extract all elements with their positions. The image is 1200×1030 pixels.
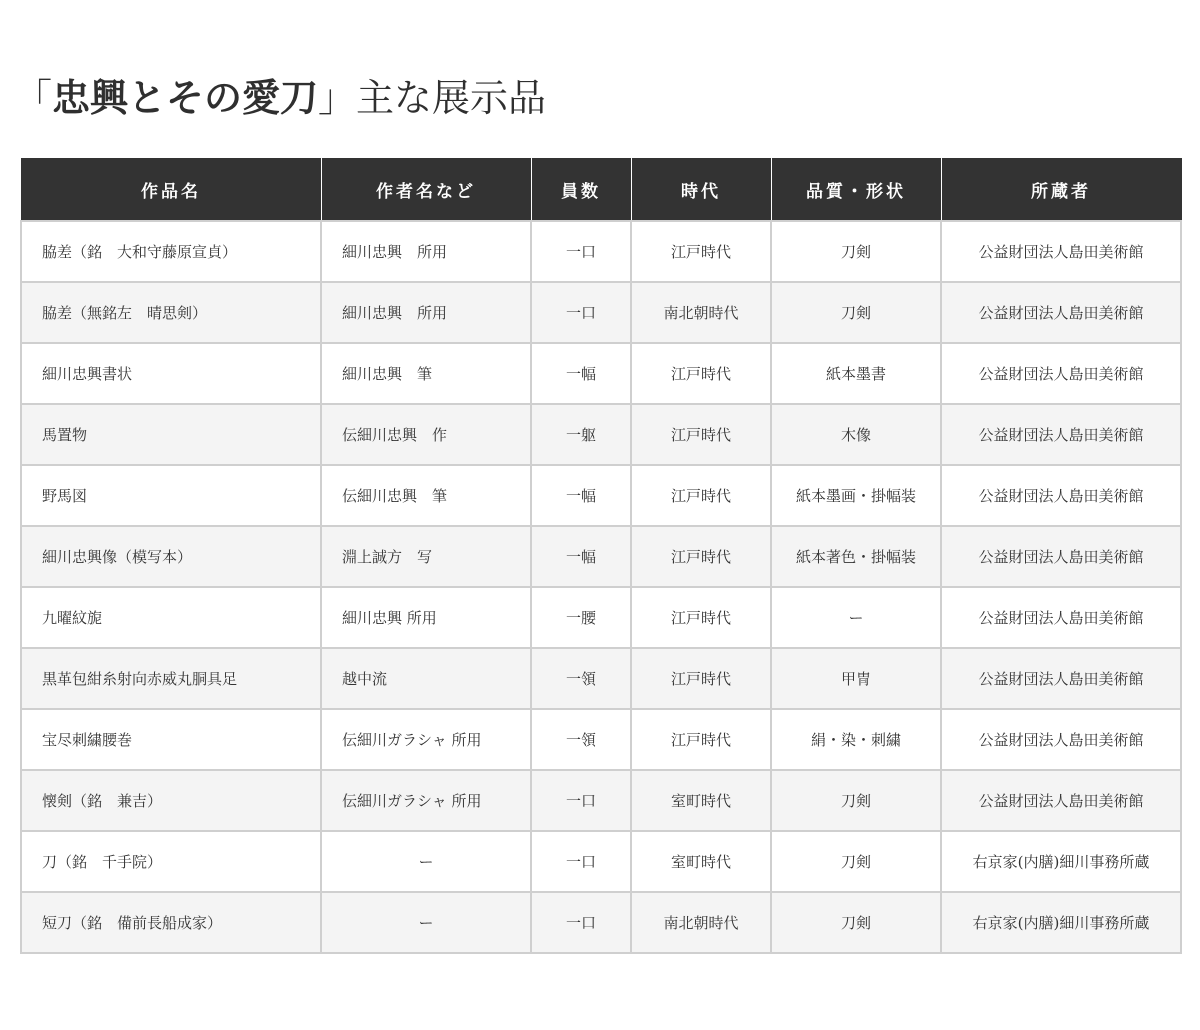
cell-work-name: 脇差（無銘左 晴思剣） [21,282,321,343]
cell-owner: 公益財団法人島田美術館 [941,221,1181,282]
cell-quantity: 一幅 [531,526,631,587]
cell-era: 江戸時代 [631,709,771,770]
cell-author: 伝細川ガラシャ 所用 [321,770,531,831]
cell-author: 伝細川忠興 作 [321,404,531,465]
cell-author: 細川忠興 所用 [321,282,531,343]
table-row [21,892,1181,953]
cell-material-form: 刀剣 [771,770,941,831]
cell-owner: 公益財団法人島田美術館 [941,587,1181,648]
header-work-name: 作品名 [21,158,321,221]
cell-author: 伝細川ガラシャ 所用 [321,709,531,770]
cell-author: 淵上誠方 写 [321,526,531,587]
cell-author: 伝細川忠興 筆 [321,465,531,526]
table-row [21,770,1181,831]
cell-work-name: 馬置物 [21,404,321,465]
cell-quantity: 一領 [531,709,631,770]
cell-material-form: 紙本墨書 [771,343,941,404]
cell-author: 細川忠興 所用 [321,221,531,282]
cell-author: ー [321,831,531,892]
cell-owner: 右京家(内膳)細川事務所蔵 [941,892,1181,953]
cell-quantity: 一幅 [531,465,631,526]
table-row [21,465,1181,526]
cell-quantity: 一躯 [531,404,631,465]
title-open-quote: 「 [14,76,53,120]
cell-author: 越中流 [321,648,531,709]
cell-quantity: 一口 [531,282,631,343]
cell-material-form: ー [771,587,941,648]
cell-era: 江戸時代 [631,587,771,648]
cell-era: 江戸時代 [631,526,771,587]
cell-material-form: 刀剣 [771,221,941,282]
page-title [14,70,546,126]
cell-material-form: 刀剣 [771,831,941,892]
cell-work-name: 短刀（銘 備前長船成家） [21,892,321,953]
cell-material-form: 刀剣 [771,892,941,953]
cell-work-name: 刀（銘 千手院） [21,831,321,892]
cell-work-name: 脇差（銘 大和守藤原宣貞） [21,221,321,282]
title-main: 忠興とその愛刀 [52,75,319,120]
cell-era: 江戸時代 [631,343,771,404]
cell-era: 南北朝時代 [631,892,771,953]
table-row [21,709,1181,770]
cell-owner: 公益財団法人島田美術館 [941,343,1181,404]
cell-quantity: 一口 [531,770,631,831]
cell-era: 江戸時代 [631,221,771,282]
cell-owner: 公益財団法人島田美術館 [941,526,1181,587]
cell-owner: 公益財団法人島田美術館 [941,770,1181,831]
cell-material-form: 甲冑 [771,648,941,709]
cell-owner: 公益財団法人島田美術館 [941,404,1181,465]
header-material-form: 品質・形状 [771,158,941,221]
header-owner: 所蔵者 [941,158,1181,221]
cell-era: 江戸時代 [631,404,771,465]
title-rest: 主な展示品 [356,76,547,120]
table-row [21,648,1181,709]
cell-work-name: 九曜紋旎 [21,587,321,648]
cell-quantity: 一口 [531,892,631,953]
cell-author: 細川忠興 所用 [321,587,531,648]
cell-material-form: 木像 [771,404,941,465]
header-author: 作者名など [321,158,531,221]
cell-owner: 公益財団法人島田美術館 [941,465,1181,526]
header-row [21,158,1181,221]
table-row [21,221,1181,282]
header-era: 時代 [631,158,771,221]
cell-owner: 右京家(内膳)細川事務所蔵 [941,831,1181,892]
cell-era: 南北朝時代 [631,282,771,343]
header-quantity: 員数 [531,158,631,221]
cell-material-form: 紙本著色・掛幅装 [771,526,941,587]
table-header [21,158,1181,221]
cell-material-form: 紙本墨画・掛幅装 [771,465,941,526]
table-row [21,404,1181,465]
cell-owner: 公益財団法人島田美術館 [941,709,1181,770]
cell-work-name: 野馬図 [21,465,321,526]
cell-author: ー [321,892,531,953]
cell-era: 室町時代 [631,770,771,831]
cell-material-form: 刀剣 [771,282,941,343]
exhibits-table [20,158,1182,954]
table-row [21,587,1181,648]
cell-material-form: 絹・染・刺繍 [771,709,941,770]
cell-quantity: 一口 [531,221,631,282]
cell-quantity: 一口 [531,831,631,892]
cell-era: 江戸時代 [631,465,771,526]
cell-quantity: 一領 [531,648,631,709]
cell-quantity: 一幅 [531,343,631,404]
cell-era: 室町時代 [631,831,771,892]
cell-era: 江戸時代 [631,648,771,709]
cell-work-name: 細川忠興像（模写本） [21,526,321,587]
table-row [21,343,1181,404]
cell-author: 細川忠興 筆 [321,343,531,404]
table-body [21,221,1181,953]
cell-work-name: 細川忠興書状 [21,343,321,404]
cell-work-name: 黒革包紺糸射向赤威丸胴具足 [21,648,321,709]
cell-work-name: 懐剣（銘 兼吉） [21,770,321,831]
title-close-quote: 」 [318,76,357,120]
cell-quantity: 一腰 [531,587,631,648]
cell-owner: 公益財団法人島田美術館 [941,282,1181,343]
table-row [21,831,1181,892]
cell-owner: 公益財団法人島田美術館 [941,648,1181,709]
table-row [21,282,1181,343]
table-row [21,526,1181,587]
cell-work-name: 宝尽刺繍腰巻 [21,709,321,770]
